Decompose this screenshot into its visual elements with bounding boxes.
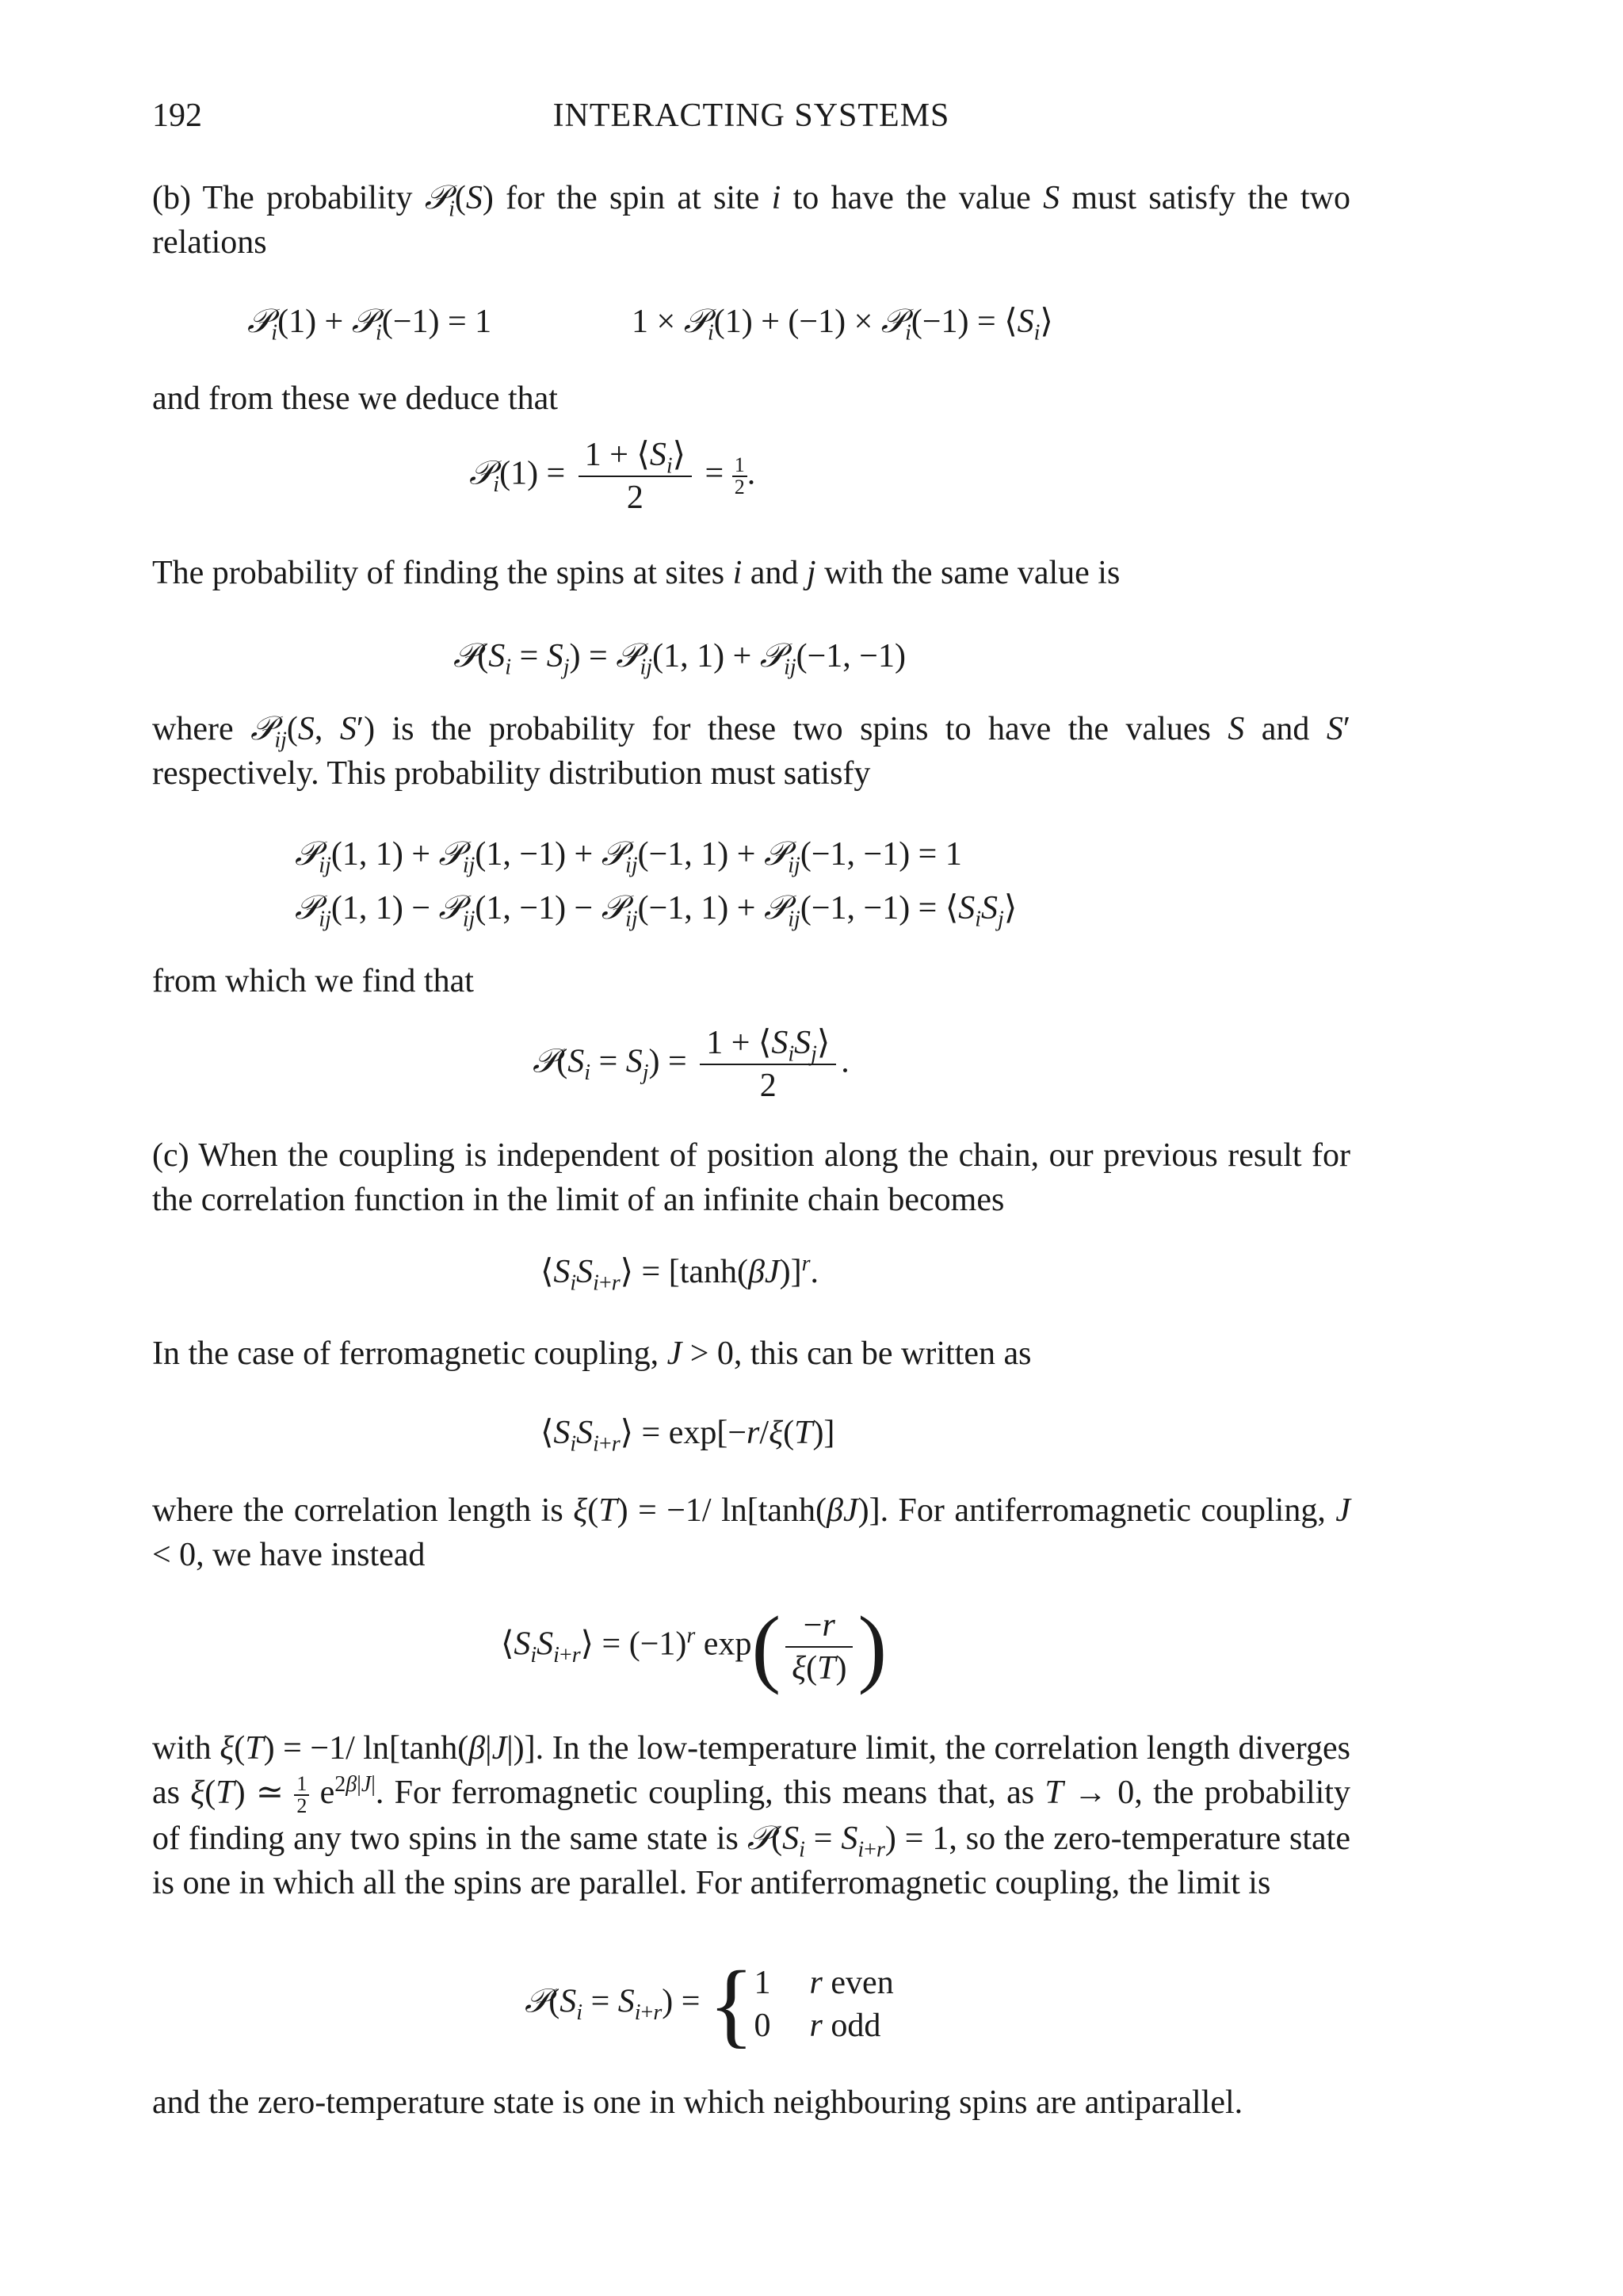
equation-normalization: 𝒫$_i$(1) + 𝒫$_i$(−1) = 1 (247, 304, 492, 346)
equation-same-value-prob: $𝒫(S_i = S_j)$ = 𝒫$_{ij}$(1, 1) + 𝒫$_{ij}$(−1, −1) (453, 638, 906, 680)
equation-same-value-result: $𝒫(S_i = S_j)$ = $\frac{1 + ⟨S_iS_j⟩}{2}$ . (533, 1022, 850, 1106)
page-header (152, 94, 1350, 141)
equation-joint-correlation: 𝒫$_{ij}$(1, 1) − 𝒫$_{ij}$(1, −1) − 𝒫$_{ij}$(−1, 1) + 𝒫$_{ij}$(−1, $-1) = ⟨S_iS_j⟩$ (295, 890, 1018, 932)
equation-mean-spin: 1 × 𝒫$_i$(1) + (−1) × 𝒫$_i$(−1) = $⟨S_i⟩$ (632, 304, 1053, 346)
equation-correlation-exp: $⟨S_iS_{i+r}⟩ = \exp[-r/\xi(T)]$ (540, 1415, 835, 1457)
low-temperature-text: with ξ(T) = −1/ ln[tanh(β|J|)]. In the low-temperature limit, the correlation length diverges as ξ(T) ≃ $\frac{1}{2}$ $e^{2\beta|J|}$. For ferromagnetic coupling, this means that, as T → 0, the probability of finding any two spins in the same state is $𝒫(S_i = S_{i+r}) = 1$, so the zero-temperature state is one in which all the spins are parallel. For antiferromagnetic coupling, the limit is (152, 1730, 1350, 1902)
part-c-intro: (c) When the coupling is independent of position along the chain, our previous result for the correlation function in the limit of an infinite chain becomes (152, 1137, 1350, 1218)
same-value-text: The probability of finding the spins at sites i and j with the same value is (152, 555, 1121, 591)
part-b-intro: (b) The probability 𝒫$_i$(S) for the spin at site i to have the value S must satisfy the two relations (152, 180, 1350, 261)
page-number: 192 (152, 97, 202, 134)
correlation-length-text: where the correlation length is ξ(T) = −1/ ln[tanh(βJ)]. For antiferromagnetic coupling, J < 0, we have instead (152, 1492, 1350, 1573)
equation-antiferro-correlation: $⟨S_iS_{i+r}⟩ = (-1)^r$ exp( $\frac{-r}{\xi(T)}$ ) (501, 1599, 888, 1695)
from-which-text: from which we find that (152, 963, 474, 999)
equation-joint-normalization: 𝒫$_{ij}$(1, 1) + 𝒫$_{ij}$(1, −1) + 𝒫$_{ij}$(−1, 1) + 𝒫$_{ij}$(−1, −1) = 1 (295, 836, 962, 878)
closing-text: and the zero-temperature state is one in which neighbouring spins are antiparallel. (152, 2084, 1243, 2121)
equation-single-spin-prob: 𝒫$_i$(1) = $\frac{1 + ⟨S_i⟩}{2}$ = $\frac{1}{2}$ . (469, 434, 755, 518)
ferro-text: In the case of ferromagnetic coupling, J > 0, this can be written as (152, 1335, 1032, 1372)
page (152, 0, 1350, 2296)
deduce-text: and from these we deduce that (152, 380, 558, 417)
where-text: where 𝒫$_{ij}$(S, S′) is the probability for these two spins to have the values S and S′ respectively. This probability distribution must satisfy (152, 711, 1350, 792)
equation-antiferro-limit: $𝒫(S_i = S_{i+r})$ = { 1 r even 0 r odd (525, 1951, 894, 2057)
running-title: INTERACTING SYSTEMS (552, 97, 950, 134)
equation-correlation-tanh: $⟨S_iS_{i+r}⟩ = [\tanh(\beta J)]^r$. (540, 1251, 819, 1296)
